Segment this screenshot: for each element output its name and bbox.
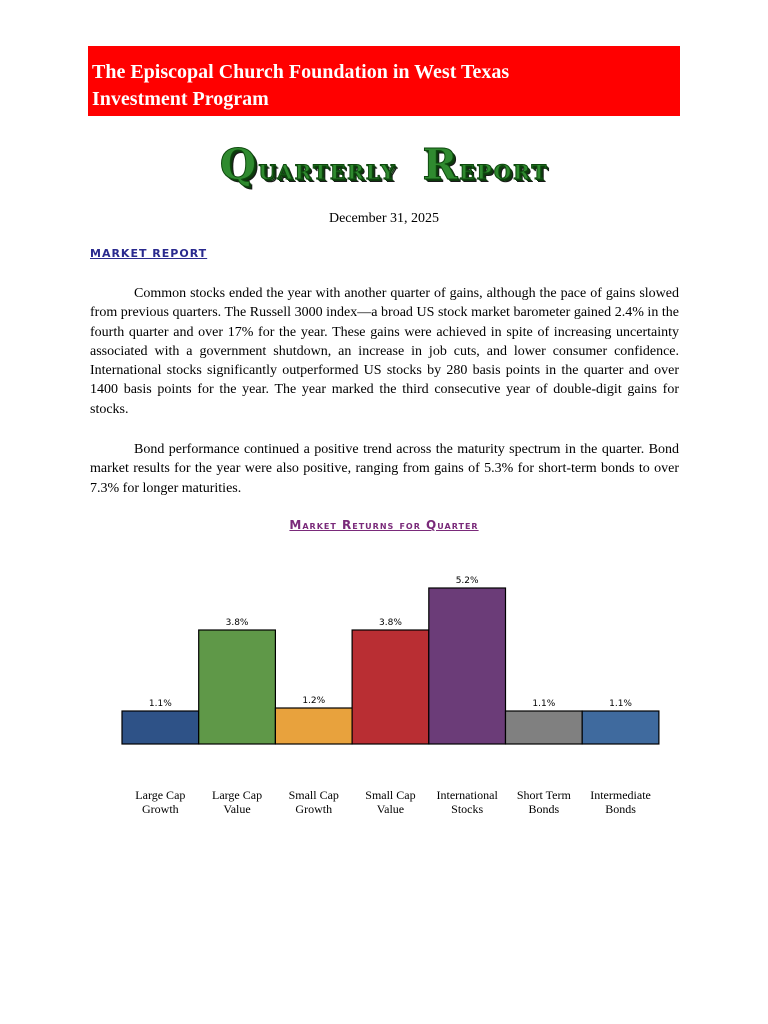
section-heading: MARKET REPORT bbox=[90, 247, 208, 260]
bar-chart bbox=[0, 560, 768, 830]
category-label: Bonds bbox=[528, 802, 560, 816]
bar bbox=[122, 711, 199, 744]
bar-value-label: 1.1% bbox=[532, 699, 556, 709]
bar-value-label: 5.2% bbox=[455, 576, 479, 586]
category-label: Intermediate bbox=[590, 788, 651, 802]
title-word-quarterly: uarterly bbox=[258, 153, 397, 186]
title-initial-q: Q bbox=[219, 140, 259, 189]
bar bbox=[199, 630, 276, 744]
report-title bbox=[0, 140, 768, 189]
category-label: Large Cap bbox=[135, 788, 186, 802]
paragraph bbox=[90, 440, 679, 498]
org-name: The Episcopal Church Foundation in West Texas bbox=[92, 61, 510, 83]
bar-value-label: 1.1% bbox=[609, 699, 632, 709]
bar bbox=[429, 588, 506, 744]
bar-value-label: 1.2% bbox=[302, 696, 326, 706]
category-label: Growth bbox=[142, 802, 179, 816]
bar-value-label: 3.8% bbox=[225, 618, 249, 628]
category-label: Growth bbox=[295, 802, 333, 816]
bar-value-label: 3.8% bbox=[379, 618, 402, 628]
header-banner bbox=[88, 46, 680, 116]
paragraph-text: Bond performance continued a positive trend across the maturity spectrum in the quarter. Bond market results for the year were also positive, ranging from gains of 5.3% for short-term bonds to over 7.3% for longer maturities. bbox=[90, 442, 679, 496]
category-label: Value bbox=[223, 802, 251, 816]
bar bbox=[506, 711, 583, 744]
category-label: Stocks bbox=[451, 802, 484, 816]
paragraph bbox=[90, 284, 679, 419]
program-name: Investment Program bbox=[92, 88, 269, 110]
bar bbox=[582, 711, 659, 744]
category-label: Value bbox=[376, 802, 405, 816]
category-label: Large Cap bbox=[212, 788, 263, 802]
bar bbox=[352, 630, 429, 744]
title-word-report: eport bbox=[459, 153, 549, 186]
category-label: International bbox=[436, 788, 498, 802]
category-label: Small Cap bbox=[288, 788, 339, 802]
chart-title: Market Returns for Quarter bbox=[289, 518, 479, 532]
bar-value-label: 1.1% bbox=[148, 699, 172, 709]
category-label: Bonds bbox=[605, 802, 636, 816]
title-initial-r: R bbox=[422, 140, 460, 189]
report-date: December 31, 2025 bbox=[328, 211, 440, 226]
paragraph-text: Common stocks ended the year with another quarter of gains, although the pace of gains slowed from previous quarters. The Russell 3000 index—a broad US stock market barometer gained 2.4% in the fourth quarter and over 17% for the year. These gains were achieved in spite of increasing uncertainty associated with a government shutdown, an increase in job cuts, and lower consumer confidence. International stocks significantly outperformed US stocks by 280 basis points in the quarter and over 1400 basis points for the year. The year marked the third consecutive year of double-digit gains for stocks. bbox=[90, 286, 679, 417]
category-label: Short Term bbox=[516, 788, 571, 802]
category-label: Small Cap bbox=[365, 788, 416, 802]
bar bbox=[275, 708, 352, 744]
